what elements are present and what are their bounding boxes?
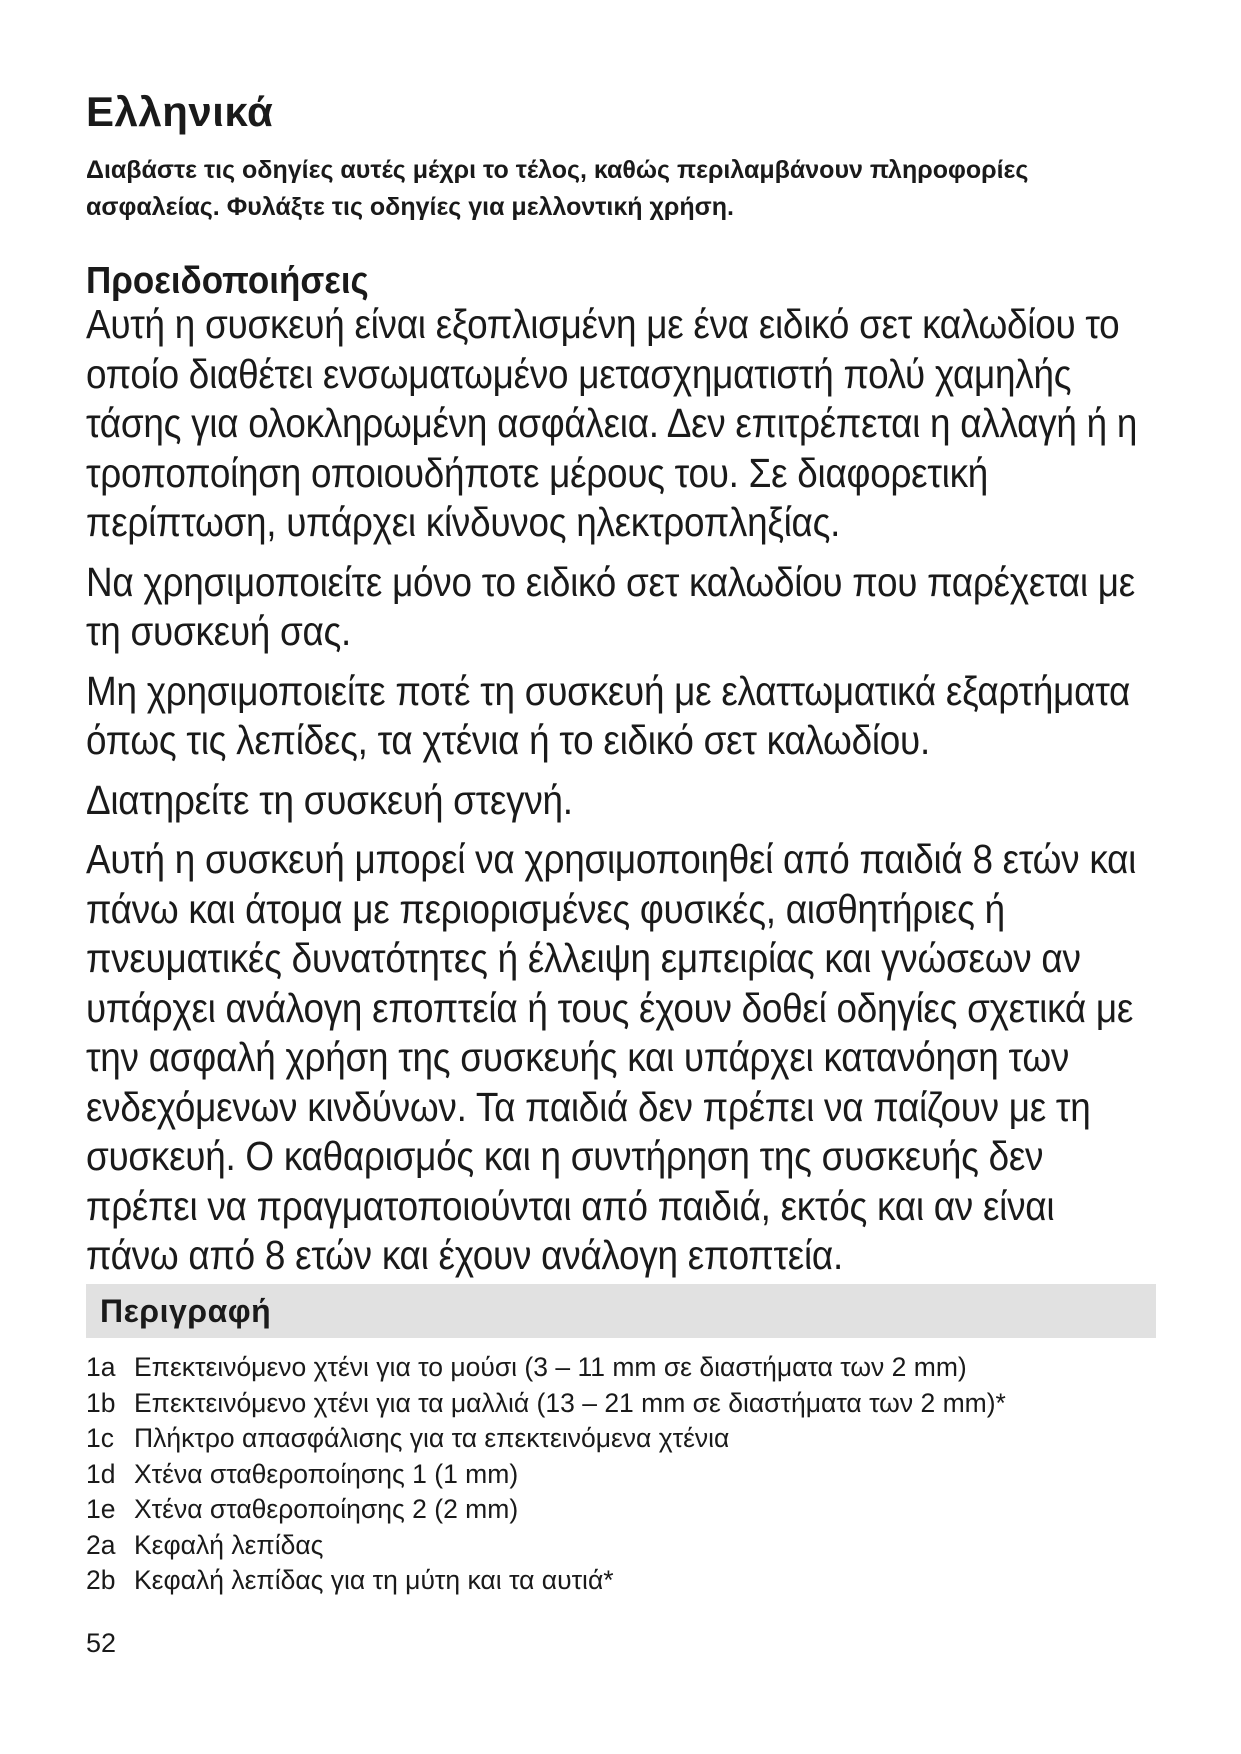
part-code: 2a (86, 1529, 116, 1560)
list-item (86, 1421, 1166, 1457)
description-header-bar (86, 1284, 1156, 1338)
list-item (86, 1386, 1166, 1422)
list-item (86, 1492, 1166, 1528)
language-heading: Ελληνικά (86, 88, 274, 135)
description-title: Περιγραφή (100, 1293, 272, 1329)
part-code: 1a (86, 1352, 116, 1382)
warnings-title: Προειδοποιήσεις (86, 260, 369, 302)
part-code: 1d (86, 1458, 116, 1489)
list-item (86, 1350, 1166, 1386)
part-text: Επεκτεινόμενο χτένι για τα μαλλιά (13 – 21 mm σε διαστήματα των 2 mm)* (134, 1387, 1006, 1418)
list-item (86, 1563, 1166, 1599)
warning-paragraph: Αυτή η συσκευή είναι εξοπλισμένη με ένα ειδικό σετ καλωδίου το οποίο διαθέτει ενσωματωμένο μετασχηματιστή πολύ χαμηλής τάσης για ολοκληρωμένη ασφάλεια. Δεν επιτρέπεται η αλλαγή ή η τροποποίηση οποιουδήποτε μέρους του. Σε διαφορετική περίπτωση, υπάρχει κίνδυνος ηλεκτροπληξίας. (86, 301, 1138, 545)
parts-list (86, 1350, 1166, 1599)
part-code: 1c (86, 1423, 114, 1453)
warning-paragraph: Αυτή η συσκευή μπορεί να χρησιμοποιηθεί από παιδιά 8 ετών και πάνω και άτομα με περιορισμένες φυσικές, αισθητήριες ή πνευματικές δυνατότητες ή έλλειψη εμπειρίας και γνώσεων αν υπάρχει ανάλογη εποπτεία ή τους έχουν δοθεί οδηγίες σχετικά με την ασφαλή χρήση της συσκευής και υπάρχει κατανόηση των ενδεχόμενων κινδύνων. Τα παιδιά δεν πρέπει να παίζουν με τη συσκευή. Ο καθαρισμός και η συντήρηση της συσκευής δεν πρέπει να πραγματοποιούνται από παιδιά, εκτός και αν είναι πάνω από 8 ετών και έχουν ανάλογη εποπτεία. (86, 836, 1137, 1278)
part-text: Κεφαλή λεπίδας (134, 1529, 324, 1560)
part-text: Επεκτεινόμενο χτένι για το μούσι (3 – 11 mm σε διαστήματα των 2 mm) (134, 1352, 967, 1382)
list-item (86, 1457, 1166, 1493)
list-item (86, 1528, 1166, 1564)
warning-paragraph: Μη χρησιμοποιείτε ποτέ τη συσκευή με ελαττωματικά εξαρτήματα όπως τις λεπίδες, τα χτένια ή το ειδικό σετ καλωδίου. (86, 667, 1131, 763)
part-code: 2b (86, 1565, 116, 1595)
part-text: Χτένα σταθεροποίησης 2 (2 mm) (134, 1494, 519, 1524)
intro-text: Διαβάστε τις οδηγίες αυτές μέχρι το τέλος, καθώς περιλαμβάνουν πληροφορίες ασφαλείας. Φυλάξτε τις οδηγίες για μελλοντική χρήση. (86, 156, 1029, 221)
part-text: Χτένα σταθεροποίησης 1 (1 mm) (134, 1458, 519, 1489)
part-code: 1e (86, 1494, 116, 1524)
warning-paragraph: Να χρησιμοποιείτε μόνο το ειδικό σετ καλωδίου που παρέχεται με τη συσκευή σας. (86, 558, 1135, 654)
part-text: Κεφαλή λεπίδας για τη μύτη και τα αυτιά* (134, 1565, 614, 1595)
warnings-section (86, 300, 1144, 1291)
part-text: Πλήκτρο απασφάλισης για τα επεκτεινόμενα χτένια (134, 1423, 730, 1453)
page-number: 52 (86, 1628, 117, 1658)
warning-paragraph: Διατηρείτε τη συσκευή στεγνή. (86, 776, 573, 823)
part-code: 1b (86, 1387, 116, 1418)
